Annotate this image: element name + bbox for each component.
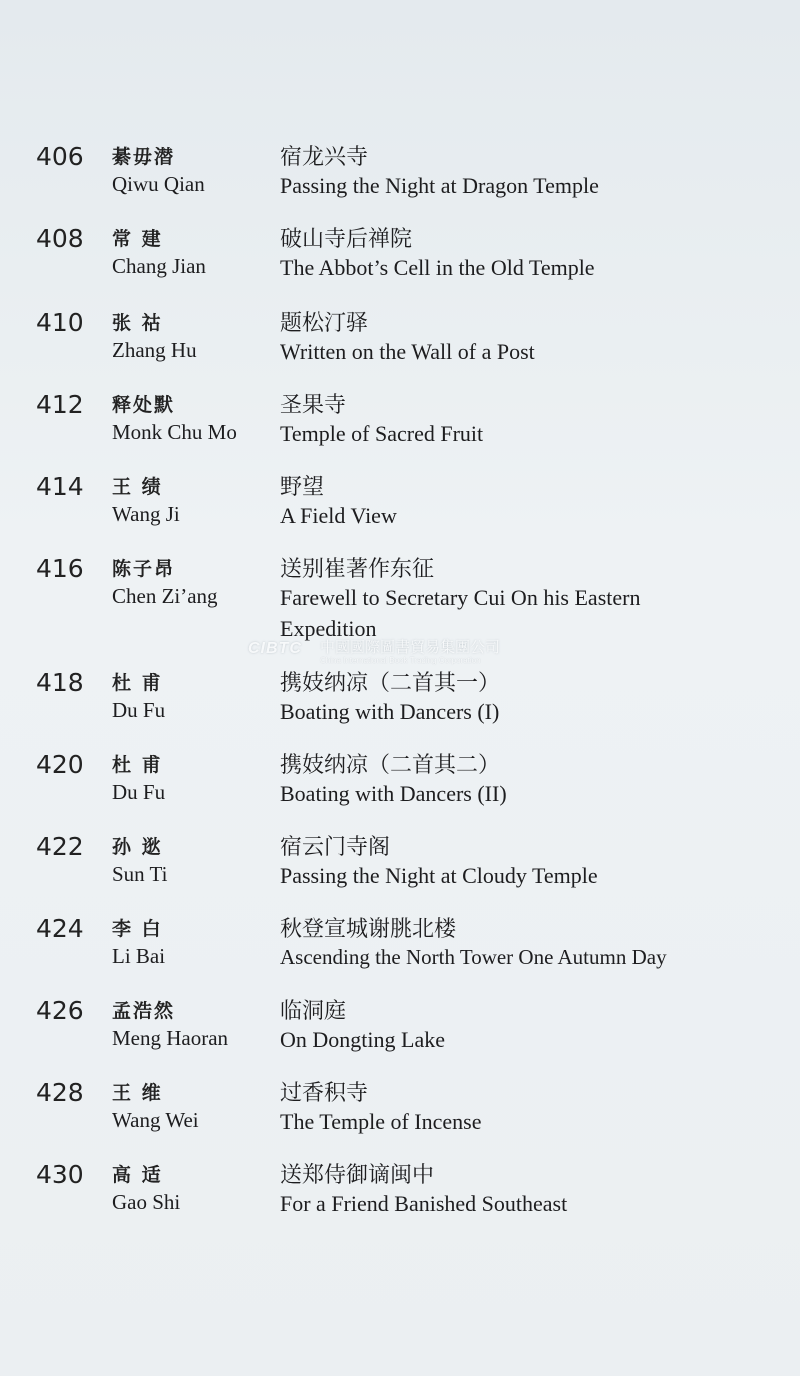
toc-entry — [0, 388, 800, 468]
poet-name-english: Sun Ti — [112, 862, 168, 886]
poet-name-english: Chang Jian — [112, 254, 206, 278]
page-number: 426 — [36, 996, 84, 1025]
poet-name-english: Gao Shi — [112, 1190, 181, 1214]
toc-entry — [0, 306, 800, 386]
poem-title-chinese: 秋登宣城谢朓北楼 — [280, 917, 457, 942]
poem-title-chinese: 携妓纳凉（二首其二） — [280, 753, 501, 778]
poet-name-english: Chen Zi’ang — [112, 584, 218, 608]
poet-name-english: Li Bai — [112, 944, 166, 968]
poem-title-english: Written on the Wall of a Post — [280, 339, 535, 364]
poet-name-chinese: 高 适 — [112, 1164, 163, 1186]
poet-name-chinese: 释处默 — [112, 394, 176, 416]
page-number: 416 — [36, 554, 84, 583]
poem-title-english: Passing the Night at Cloudy Temple — [280, 863, 598, 888]
poet-name-chinese: 李 白 — [112, 918, 163, 940]
poem-title-chinese: 送别崔著作东征 — [280, 557, 435, 582]
page-number: 428 — [36, 1078, 84, 1107]
page-number: 414 — [36, 472, 84, 501]
poem-title-chinese: 宿龙兴寺 — [280, 145, 369, 170]
poem-title-english: A Field View — [280, 503, 397, 528]
poem-title-chinese: 携妓纳凉（二首其一） — [280, 671, 501, 696]
poem-title-chinese: 破山寺后禅院 — [280, 227, 413, 252]
page-number: 418 — [36, 668, 84, 697]
poem-title-chinese: 临洞庭 — [280, 999, 347, 1024]
poem-title-english: Boating with Dancers (II) — [280, 781, 507, 806]
toc-entry — [0, 140, 800, 220]
poem-title-english: The Temple of Incense — [280, 1109, 482, 1134]
toc-entry — [0, 470, 800, 550]
watermark-english: China International Book Trading Corporation — [320, 656, 481, 665]
poet-name-english: Wang Ji — [112, 502, 180, 526]
poem-title-chinese: 题松汀驿 — [280, 311, 369, 336]
toc-entry — [0, 1076, 800, 1156]
poem-title-english: Temple of Sacred Fruit — [280, 421, 484, 446]
poet-name-chinese: 常 建 — [112, 228, 163, 250]
poet-name-english: Du Fu — [112, 780, 166, 804]
toc-entry — [0, 830, 800, 910]
poet-name-chinese: 孙 逖 — [112, 836, 163, 858]
page-number: 408 — [36, 224, 84, 253]
poet-name-chinese: 杜 甫 — [112, 672, 163, 694]
page-number: 420 — [36, 750, 84, 779]
poet-name-chinese: 王 绩 — [112, 476, 163, 498]
toc-entry — [0, 912, 800, 992]
watermark-chinese: 中國國際圖書貿易集團公司 — [320, 638, 501, 656]
page-number: 410 — [36, 308, 84, 337]
watermark-logo: CIBTC — [248, 640, 302, 657]
poem-title-chinese: 过香积寺 — [280, 1081, 369, 1106]
poet-name-chinese: 陈子昂 — [112, 558, 176, 580]
page-number: 422 — [36, 832, 84, 861]
poet-name-english: Monk Chu Mo — [112, 420, 237, 444]
poem-title-english: Ascending the North Tower One Autumn Day — [280, 945, 667, 969]
poet-name-english: Wang Wei — [112, 1108, 199, 1132]
poem-title-chinese: 野望 — [280, 475, 325, 500]
toc-entry — [0, 748, 800, 828]
poet-name-chinese: 綦毋潜 — [112, 146, 176, 168]
poet-name-chinese: 孟浩然 — [112, 1000, 176, 1022]
poem-title-chinese: 圣果寺 — [280, 393, 347, 418]
page-number: 424 — [36, 914, 84, 943]
toc-entry — [0, 994, 800, 1074]
toc-entry — [0, 666, 800, 746]
page-number: 406 — [36, 142, 84, 171]
poem-title-english: For a Friend Banished Southeast — [280, 1191, 568, 1216]
poem-title-chinese: 送郑侍御谪闽中 — [280, 1163, 435, 1188]
poem-title-chinese: 宿云门寺阁 — [280, 835, 391, 860]
poem-title-english: Passing the Night at Dragon Temple — [280, 173, 599, 198]
poem-title-english: On Dongting Lake — [280, 1027, 445, 1052]
poem-title-english: The Abbot’s Cell in the Old Temple — [280, 255, 595, 280]
poem-title-english: Boating with Dancers (I) — [280, 699, 500, 724]
page-number: 430 — [36, 1160, 84, 1189]
toc-entry — [0, 1158, 800, 1238]
poet-name-chinese: 王 维 — [112, 1082, 163, 1104]
page-number: 412 — [36, 390, 84, 419]
poet-name-english: Zhang Hu — [112, 338, 197, 362]
toc-entry — [0, 222, 800, 302]
poet-name-chinese: 张 祜 — [112, 312, 163, 334]
poet-name-english: Qiwu Qian — [112, 172, 205, 196]
poet-name-english: Du Fu — [112, 698, 166, 722]
poem-title-english: Farewell to Secretary Cui On his Eastern Expedition — [280, 585, 641, 641]
poet-name-english: Meng Haoran — [112, 1026, 229, 1050]
poet-name-chinese: 杜 甫 — [112, 754, 163, 776]
